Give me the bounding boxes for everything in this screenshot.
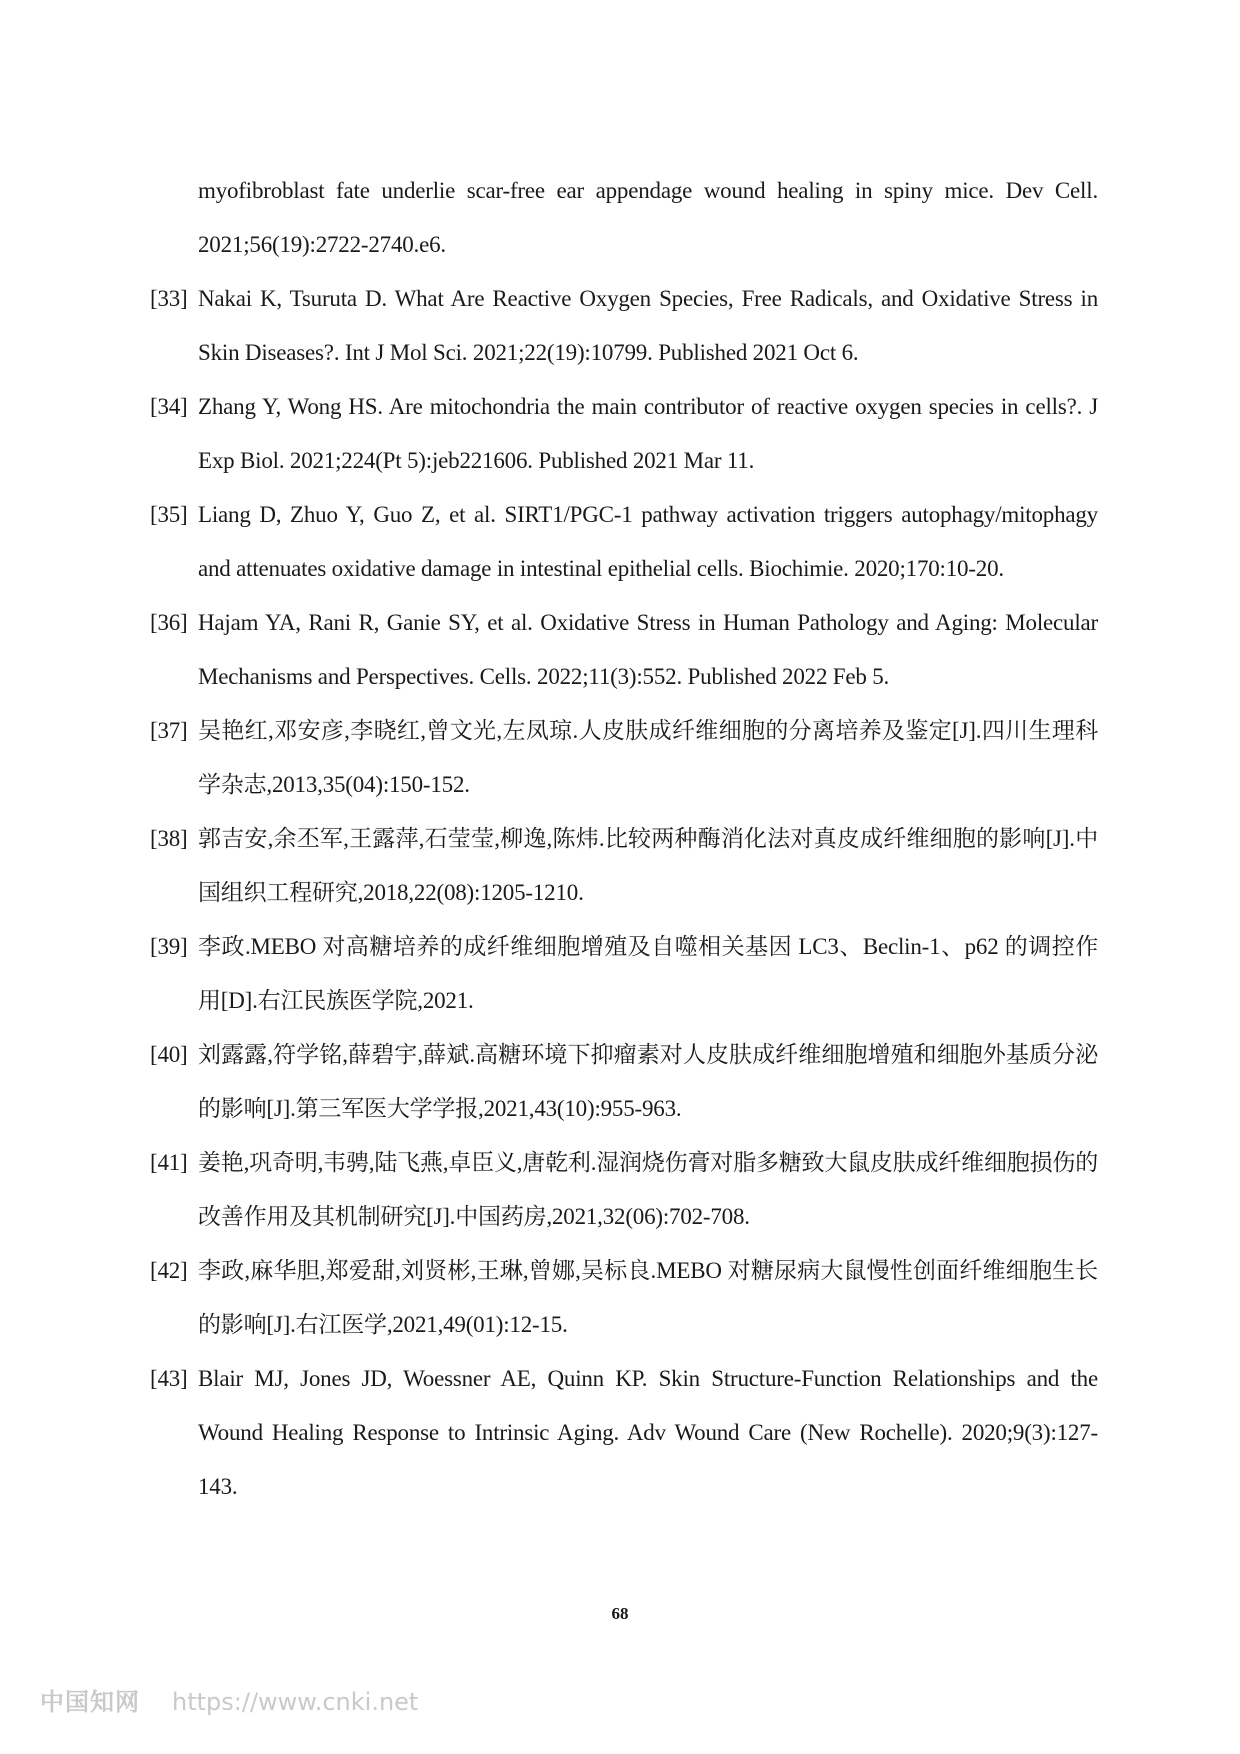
reference-item (150, 164, 1098, 272)
reference-text: Blair MJ, Jones JD, Woessner AE, Quinn KP. Skin Structure-Function Relationships and the Wound Healing Response to Intrinsic Aging. Adv Wound Care (New Rochelle). 2020;9(3):127-143. (198, 1366, 1098, 1499)
reference-number: [42] (150, 1258, 188, 1283)
reference-text: Nakai K, Tsuruta D. What Are Reactive Oxygen Species, Free Radicals, and Oxidative Stress in Skin Diseases?. Int J Mol Sci. 2021;22(19):10799. Published 2021 Oct 6. (198, 286, 1098, 365)
reference-item (150, 596, 1098, 704)
reference-text: 姜艳,巩奇明,韦骋,陆飞燕,卓臣义,唐乾利.湿润烧伤膏对脂多糖致大鼠皮肤成纤维细胞损伤的改善作用及其机制研究[J].中国药房,2021,32(06):702-708. (198, 1150, 1098, 1229)
reference-text: 吴艳红,邓安彦,李晓红,曾文光,左凤琼.人皮肤成纤维细胞的分离培养及鉴定[J].四川生理科学杂志,2013,35(04):150-152. (198, 718, 1098, 797)
reference-item (150, 488, 1098, 596)
reference-item (150, 704, 1098, 812)
reference-text: 李政.MEBO 对高糖培养的成纤维细胞增殖及自噬相关基因 LC3、Beclin-1、p62 的调控作用[D].右江民族医学院,2021. (198, 934, 1098, 1013)
reference-text: 郭吉安,余丕军,王露萍,石莹莹,柳逸,陈炜.比较两种酶消化法对真皮成纤维细胞的影响[J].中国组织工程研究,2018,22(08):1205-1210. (198, 826, 1098, 905)
reference-number: [43] (150, 1366, 188, 1391)
reference-number: [33] (150, 286, 188, 311)
reference-number: [41] (150, 1150, 188, 1175)
reference-text: Liang D, Zhuo Y, Guo Z, et al. SIRT1/PGC-1 pathway activation triggers autophagy/mitophagy and attenuates oxidative damage in intestinal epithelial cells. Biochimie. 2020;170:10-20. (198, 502, 1098, 581)
watermark-brand: 中国知网 (40, 1688, 140, 1716)
reference-item (150, 1028, 1098, 1136)
reference-number: [35] (150, 502, 188, 527)
reference-number: [36] (150, 610, 188, 635)
reference-number: [39] (150, 934, 188, 959)
reference-number: [34] (150, 394, 188, 419)
reference-list (150, 164, 1098, 1514)
reference-item (150, 812, 1098, 920)
reference-item (150, 1352, 1098, 1514)
reference-text: 刘露露,符学铭,薛碧宇,薛斌.高糖环境下抑瘤素对人皮肤成纤维细胞增殖和细胞外基质分泌的影响[J].第三军医大学学报,2021,43(10):955-963. (198, 1042, 1098, 1121)
reference-item (150, 920, 1098, 1028)
reference-item (150, 380, 1098, 488)
reference-number: [37] (150, 718, 188, 743)
reference-item (150, 272, 1098, 380)
watermark-url: https://www.cnki.net (172, 1688, 419, 1716)
reference-text: Zhang Y, Wong HS. Are mitochondria the main contributor of reactive oxygen species in cells?. J Exp Biol. 2021;224(Pt 5):jeb221606. Published 2021 Mar 11. (198, 394, 1098, 473)
reference-text: 李政,麻华胆,郑爱甜,刘贤彬,王琳,曾娜,吴标良.MEBO 对糖尿病大鼠慢性创面纤维细胞生长的影响[J].右江医学,2021,49(01):12-15. (198, 1258, 1098, 1337)
reference-text: myofibroblast fate underlie scar-free ear appendage wound healing in spiny mice. Dev Cell. 2021;56(19):2722-2740.e6. (198, 178, 1098, 257)
page-number: 68 (611, 1604, 629, 1623)
reference-number: [40] (150, 1042, 188, 1067)
watermark (40, 1682, 418, 1717)
reference-item (150, 1244, 1098, 1352)
reference-item (150, 1136, 1098, 1244)
reference-number: [38] (150, 826, 188, 851)
reference-text: Hajam YA, Rani R, Ganie SY, et al. Oxidative Stress in Human Pathology and Aging: Molecular Mechanisms and Perspectives. Cells. 2022;11(3):552. Published 2022 Feb 5. (198, 610, 1098, 689)
